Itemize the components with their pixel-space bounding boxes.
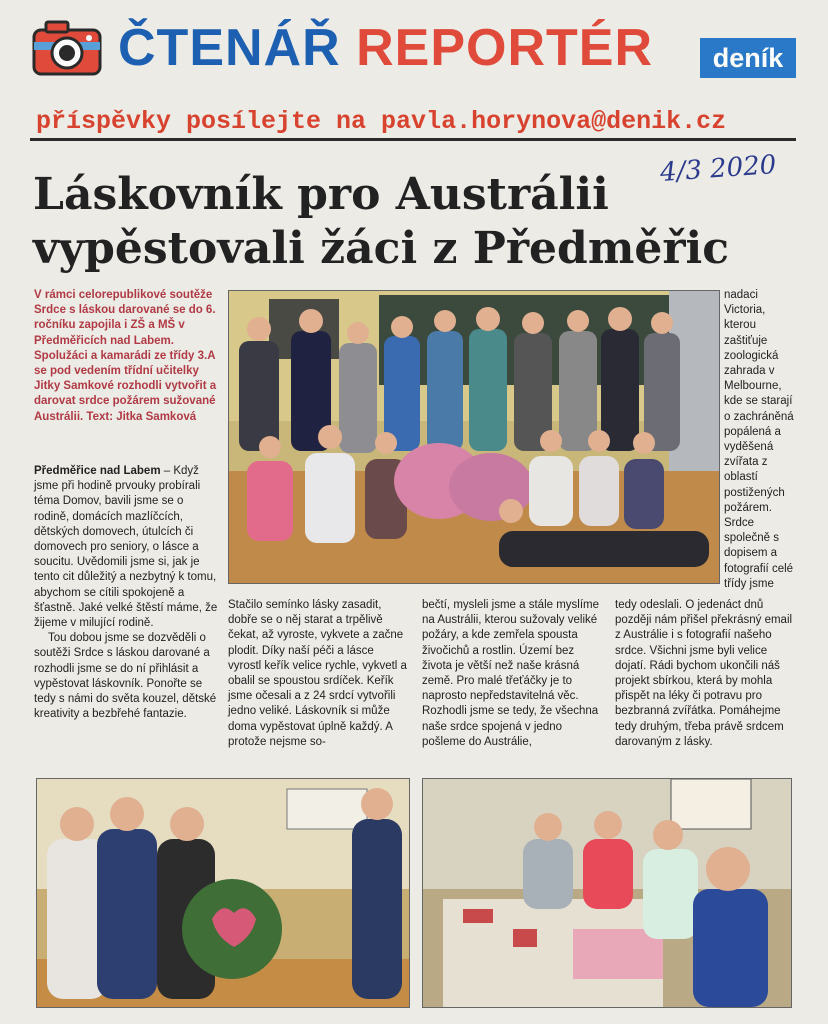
headline-line-2: vypěstovali žáci z Předměřic	[33, 223, 730, 274]
masthead-title-part2: REPORTÉR	[356, 19, 654, 77]
article-headline	[33, 168, 729, 276]
brand-logo: deník	[700, 38, 796, 78]
column-3: bečtí, mysleli jsme a stále myslíme na Austrálii, kterou sužovaly veliké požáry, a kde zemřela spousta živočichů a rostlin. Území bez života je větší než naše krásná země. Pro malé třeťáčky je to naprosto nepředstavitelná věc. Rozhodli jsme se tedy, že všechna naše srdce spojená v jedno pošleme do Austrálie,	[422, 599, 600, 748]
paragraph-1	[34, 464, 220, 631]
column-4: tedy odeslali. O jedenáct dnů později nám přišel překrásný email z Austrálie i s fotografií našeho srdce. Všichni jsme byli velice dojatí. Rádi bychom ukončili náš projekt sbírkou, která by mohla přispět na léky či potravu pro bezbranná zvířátka. Pomáhejme tedy druhým, třeba právě srdcem darovaným z lásky.	[615, 599, 793, 748]
paragraph-2: Tou dobou jsme se dozvěděli o soutěži Srdce s láskou darované a rozhodli jsme se do ní přihlásit a vypěstovat láskovník. Ponořte se tedy s námi do světa kouzel, dětské kreativity a bezbřehé fantazie.	[34, 632, 217, 721]
dateline: Předměřice nad Labem	[34, 465, 161, 477]
column-2: Stačilo semínko lásky zasadit, dobře se o něj starat a trpělivě čekat, až vyroste, vykvete a začne plodit. Díky naší péči a lásce vyrostl keřík velice rychle, vykvetl a obalil se spoustou srdíček. Keřík jsme očesali a z 24 srdcí vytvořili jedno veliké. Láskovník si může doma vypěstovat úplně každý. A protože nejsme so-	[228, 599, 407, 748]
class-photo	[228, 290, 720, 584]
column-5: nadaci Victoria, kterou zaštiťuje zoologická zahrada v Melbourne, kde se starají o zachráněná popálená a vyděšená zvířata z oblastí postižených požárem. Srdce společně s dopisem a fotografií celé třídy jsme	[724, 289, 794, 590]
camera-icon	[32, 20, 102, 76]
photo-children-with-heart-tree	[36, 778, 410, 1008]
masthead-title	[118, 18, 653, 78]
article-lead: V rámci celorepublikové soutěže Srdce s láskou darované se do 6. ročníku zapojila i ZŠ a MŠ v Předměřicích nad Labem. Spolužáci a kamarádi ze třídy 3.A se pod vedením třídní učitelky Jitky Samkové rozhodli vytvořit a darovat srdce požárem sužované Austrálii. Text: Jitka Samková	[34, 289, 217, 423]
paragraph-1-text: – Když jsme při hodině prvouky probírali téma Domov, bavili jsme se o rodině, domácích mazlíčcích, dětských domovech, útulcích či domovech pro seniory, o lásce a soucitu. Uvědomili jsme si, jak je tento cit důležitý a nezbytný k tomu, abychom se cítili spokojeně a šťastně. Jaké velké štěstí máme, že žijeme v milující rodině.	[34, 465, 218, 630]
column-1	[34, 464, 220, 722]
masthead-title-part1: ČTENÁŘ	[118, 19, 341, 77]
headline-line-1: Láskovník pro Austrálii	[33, 169, 609, 220]
handwritten-date: 4/3 2020	[659, 149, 778, 189]
photo-children-painting	[422, 778, 792, 1008]
header-divider	[30, 138, 796, 141]
submission-line: příspěvky posílejte na pavla.horynova@denik.cz	[36, 107, 727, 136]
